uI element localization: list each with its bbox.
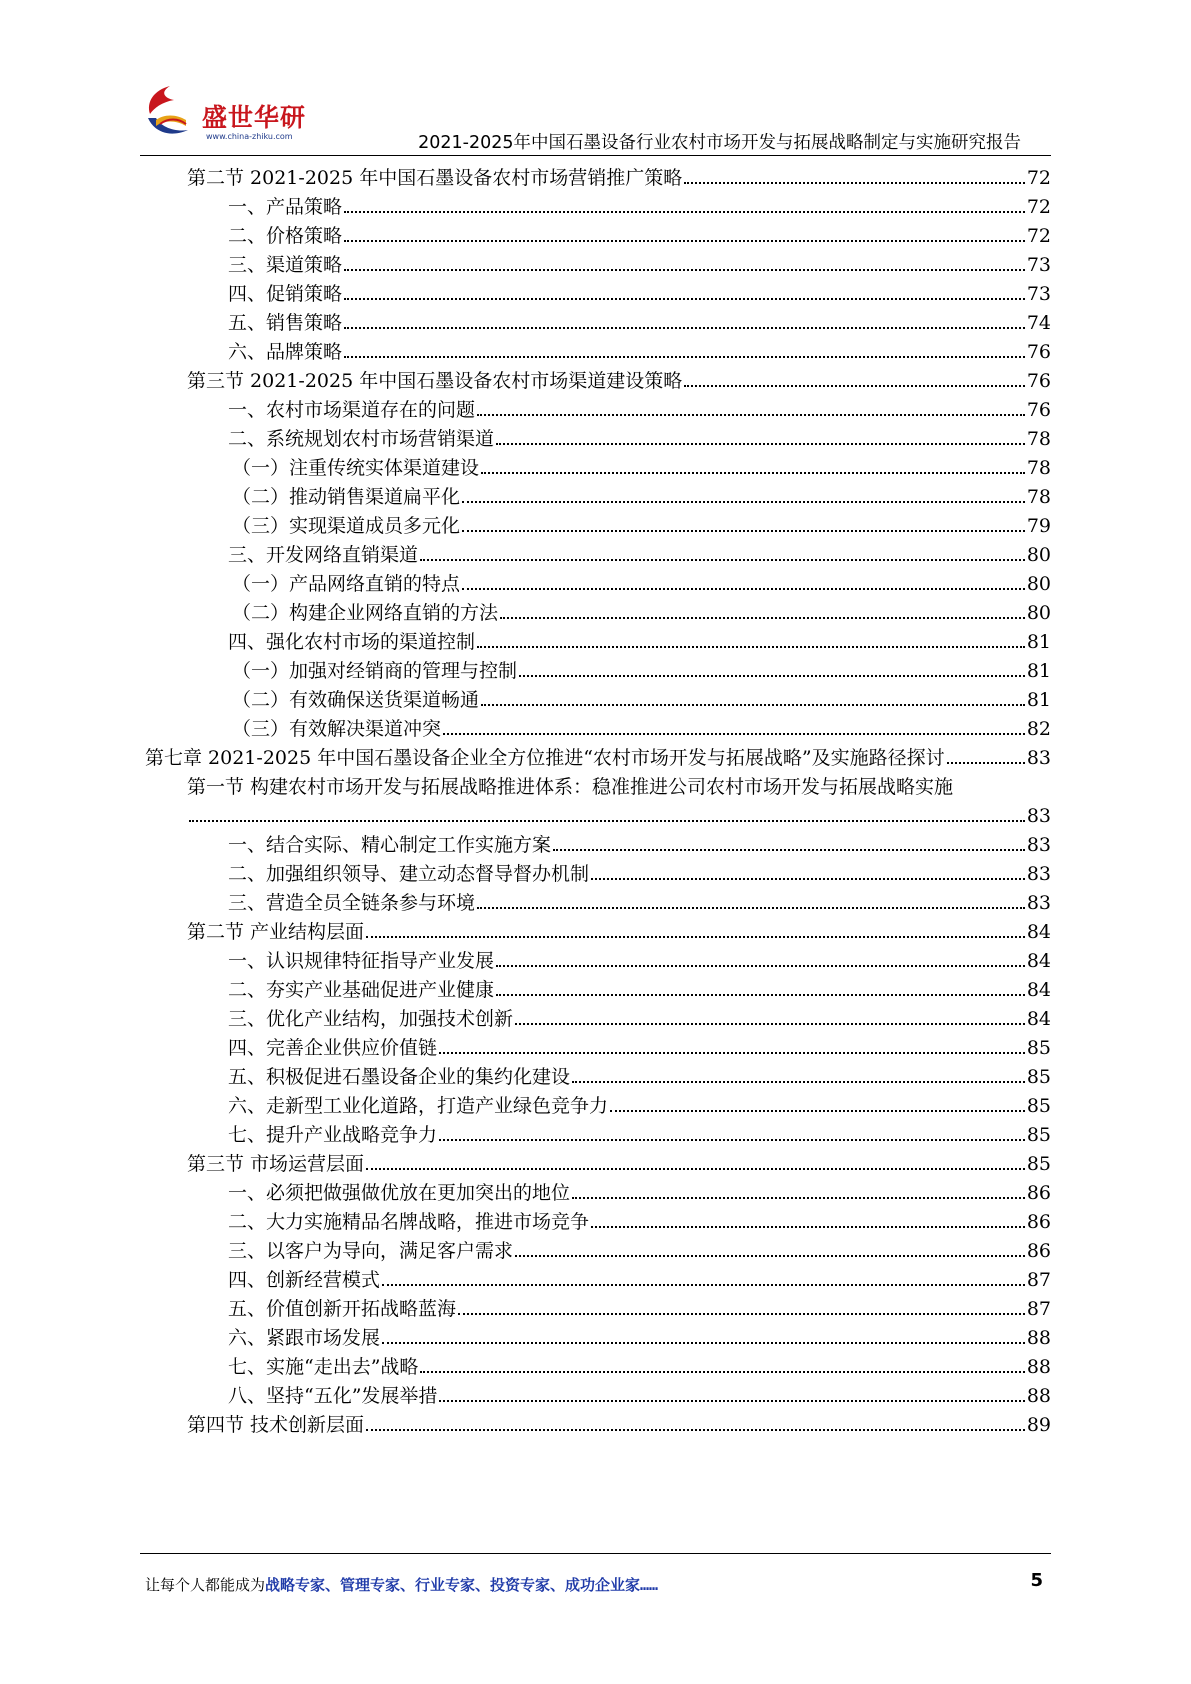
toc-page-number: 78 — [1026, 457, 1051, 479]
toc-dot-leader — [366, 1429, 1025, 1431]
toc-entry-title: 八、坚持“五化”发展举措 — [228, 1385, 438, 1407]
toc-dot-leader — [572, 1197, 1025, 1199]
toc-entry[interactable] — [228, 972, 1051, 1002]
toc-entry-title: 第一节 构建农村市场开发与拓展战略推进体系：稳准推进公司农村市场开发与拓展战略实施 — [187, 776, 954, 798]
toc-dot-leader — [439, 1052, 1025, 1054]
toc-page-number: 84 — [1026, 979, 1051, 1001]
toc-entry-title: 第四节 技术创新层面 — [187, 1414, 365, 1436]
toc-entry[interactable] — [232, 711, 1051, 741]
toc-entry[interactable] — [187, 1146, 1051, 1176]
toc-page-number: 80 — [1026, 602, 1051, 624]
toc-dot-leader — [443, 733, 1025, 735]
toc-dot-leader — [515, 1023, 1025, 1025]
toc-page-number: 85 — [1026, 1153, 1051, 1175]
toc-entry-title: （二）推动销售渠道扁平化 — [232, 486, 461, 508]
toc-dot-leader — [420, 1371, 1024, 1373]
toc-dot-leader — [553, 849, 1025, 851]
toc-entry[interactable] — [232, 595, 1051, 625]
toc-page-number: 86 — [1026, 1240, 1051, 1262]
toc-dot-leader — [572, 1081, 1025, 1083]
toc-page-number: 85 — [1026, 1095, 1051, 1117]
toc-dot-leader — [684, 385, 1025, 387]
toc-entry[interactable] — [228, 334, 1051, 364]
toc-dot-leader — [947, 762, 1025, 764]
toc-entry-title: 二、系统规划农村市场营销渠道 — [228, 428, 495, 450]
toc-entry[interactable] — [228, 1088, 1051, 1118]
toc-page-number: 88 — [1026, 1327, 1051, 1349]
toc-page-number: 81 — [1026, 631, 1051, 653]
toc-page-number: 84 — [1026, 921, 1051, 943]
toc-entry[interactable] — [228, 392, 1051, 422]
toc-entry-title: 四、强化农村市场的渠道控制 — [228, 631, 476, 653]
company-logo — [140, 80, 340, 150]
toc-page-number: 84 — [1026, 1008, 1051, 1030]
logo-url: www.china-zhiku.com — [206, 132, 293, 141]
toc-dot-leader — [189, 820, 1025, 822]
toc-entry[interactable] — [228, 1175, 1051, 1205]
toc-entry-title: 三、渠道策略 — [228, 254, 343, 276]
toc-dot-leader — [591, 1226, 1025, 1228]
logo-emblem-icon — [140, 80, 204, 142]
toc-entry-title: （三）有效解决渠道冲突 — [232, 718, 442, 740]
toc-entry-title: 五、价值创新开拓战略蓝海 — [228, 1298, 457, 1320]
toc-entry[interactable] — [228, 624, 1051, 654]
toc-entry[interactable] — [187, 160, 1051, 190]
toc-dot-leader — [477, 907, 1025, 909]
toc-page-number: 76 — [1026, 399, 1051, 421]
toc-dot-leader — [366, 936, 1025, 938]
toc-page-number: 83 — [1026, 863, 1051, 885]
toc-entry-title: 一、结合实际、精心制定工作实施方案 — [228, 834, 552, 856]
toc-entry[interactable] — [228, 276, 1051, 306]
toc-entry-title: （一）注重传统实体渠道建设 — [232, 457, 480, 479]
toc-dot-leader — [344, 211, 1025, 213]
toc-entry[interactable] — [232, 566, 1051, 596]
toc-entry[interactable] — [228, 1001, 1051, 1031]
toc-entry[interactable] — [228, 1378, 1051, 1408]
toc-dot-leader — [519, 675, 1025, 677]
toc-entry[interactable] — [228, 1320, 1051, 1350]
toc-entry[interactable] — [232, 508, 1051, 538]
toc-entry[interactable] — [228, 305, 1051, 335]
toc-entry-title: 三、以客户为导向，满足客户需求 — [228, 1240, 514, 1262]
toc-page-number: 85 — [1026, 1124, 1051, 1146]
toc-entry-title: （一）加强对经销商的管理与控制 — [232, 660, 518, 682]
toc-dot-leader — [382, 1284, 1025, 1286]
toc-entry[interactable] — [228, 218, 1051, 248]
toc-page-number: 80 — [1026, 573, 1051, 595]
toc-dot-leader — [344, 327, 1025, 329]
toc-page-number: 72 — [1026, 167, 1051, 189]
toc-entry-title: 五、销售策略 — [228, 312, 343, 334]
toc-entry[interactable] — [228, 1204, 1051, 1234]
toc-entry-title: 一、农村市场渠道存在的问题 — [228, 399, 476, 421]
toc-dot-leader — [496, 994, 1025, 996]
toc-dot-leader — [439, 1400, 1024, 1402]
toc-dot-leader — [515, 1255, 1025, 1257]
toc-entry-title: 三、营造全员全链条参与环境 — [228, 892, 476, 914]
toc-entry-title: 五、积极促进石墨设备企业的集约化建设 — [228, 1066, 571, 1088]
toc-entry[interactable] — [187, 798, 1051, 828]
toc-page-number: 87 — [1026, 1269, 1051, 1291]
toc-entry-title: 七、提升产业战略竞争力 — [228, 1124, 438, 1146]
toc-page-number: 85 — [1026, 1066, 1051, 1088]
toc-entry-title: （二）有效确保送货渠道畅通 — [232, 689, 480, 711]
toc-dot-leader — [591, 878, 1025, 880]
toc-page-number: 74 — [1026, 312, 1051, 334]
toc-page-number: 73 — [1026, 254, 1051, 276]
toc-entry-title: 二、价格策略 — [228, 225, 343, 247]
toc-dot-leader — [462, 588, 1025, 590]
toc-entry[interactable] — [228, 856, 1051, 886]
toc-entry[interactable] — [228, 1233, 1051, 1263]
toc-entry-title: 第二节 2021-2025 年中国石墨设备农村市场营销推广策略 — [187, 167, 683, 189]
toc-entry-title: 二、夯实产业基础促进产业健康 — [228, 979, 495, 1001]
toc-entry[interactable] — [187, 769, 1051, 799]
toc-page-number: 83 — [1026, 892, 1051, 914]
toc-page-number: 89 — [1026, 1414, 1051, 1436]
toc-entry[interactable] — [187, 1407, 1051, 1437]
toc-page-number: 76 — [1026, 370, 1051, 392]
toc-dot-leader — [382, 1342, 1025, 1344]
toc-page-number: 79 — [1026, 515, 1051, 537]
toc-entry[interactable] — [187, 914, 1051, 944]
toc-entry[interactable] — [228, 421, 1051, 451]
toc-dot-leader — [496, 443, 1025, 445]
toc-page-number: 85 — [1026, 1037, 1051, 1059]
toc-dot-leader — [462, 530, 1025, 532]
toc-entry-title: 一、产品策略 — [228, 196, 343, 218]
toc-dot-leader — [477, 414, 1025, 416]
toc-page-number: 83 — [1026, 747, 1051, 769]
toc-entry[interactable] — [228, 1059, 1051, 1089]
toc-dot-leader — [481, 704, 1025, 706]
toc-entry-title: 第七章 2021-2025 年中国石墨设备企业全方位推进“农村市场开发与拓展战略”及实施路径探讨 — [145, 747, 945, 769]
toc-entry[interactable] — [228, 189, 1051, 219]
report-title: 2021-2025年中国石墨设备行业农村市场开发与拓展战略制定与实施研究报告 — [418, 133, 1021, 153]
toc-dot-leader — [420, 559, 1025, 561]
toc-page-number: 72 — [1026, 225, 1051, 247]
footer-slogan — [145, 1574, 658, 1595]
toc-page-number: 78 — [1026, 428, 1051, 450]
toc-entry-title: 二、加强组织领导、建立动态督导督办机制 — [228, 863, 590, 885]
toc-dot-leader — [366, 1168, 1025, 1170]
toc-entry[interactable] — [232, 653, 1051, 683]
toc-entry-title: 四、创新经营模式 — [228, 1269, 381, 1291]
toc-entry-title: 七、实施“走出去”战略 — [228, 1356, 419, 1378]
toc-page-number: 83 — [1026, 805, 1051, 827]
toc-entry[interactable] — [228, 1117, 1051, 1147]
toc-dot-leader — [684, 182, 1025, 184]
toc-entry-title: 第三节 市场运营层面 — [187, 1153, 365, 1175]
toc-page-number: 88 — [1026, 1356, 1051, 1378]
toc-entry-title: 四、促销策略 — [228, 283, 343, 305]
toc-dot-leader — [458, 1313, 1025, 1315]
toc-page-number: 87 — [1026, 1298, 1051, 1320]
toc-entry[interactable] — [228, 537, 1051, 567]
toc-dot-leader — [344, 356, 1025, 358]
toc-dot-leader — [344, 298, 1025, 300]
toc-entry[interactable] — [228, 1349, 1051, 1379]
slogan-lead: 让每个人都能成为 — [145, 1576, 266, 1594]
toc-page-number: 88 — [1026, 1385, 1051, 1407]
toc-entry-title: 第二节 产业结构层面 — [187, 921, 365, 943]
toc-entry[interactable] — [232, 682, 1051, 712]
toc-entry-title: （三）实现渠道成员多元化 — [232, 515, 461, 537]
header-divider — [140, 155, 1051, 156]
toc-entry[interactable] — [228, 1291, 1051, 1321]
toc-entry[interactable] — [228, 943, 1051, 973]
page-number: 5 — [1030, 1570, 1043, 1591]
toc-entry[interactable] — [228, 247, 1051, 277]
toc-page-number: 81 — [1026, 689, 1051, 711]
toc-page-number: 82 — [1026, 718, 1051, 740]
toc-dot-leader — [481, 472, 1025, 474]
toc-entry[interactable] — [228, 827, 1051, 857]
toc-page-number: 78 — [1026, 486, 1051, 508]
toc-page-number: 72 — [1026, 196, 1051, 218]
toc-entry[interactable] — [232, 450, 1051, 480]
toc-dot-leader — [610, 1110, 1025, 1112]
toc-entry-title: 六、走新型工业化道路，打造产业绿色竞争力 — [228, 1095, 609, 1117]
toc-entry-title: 三、开发网络直销渠道 — [228, 544, 419, 566]
toc-dot-leader — [439, 1139, 1025, 1141]
toc-page-number: 83 — [1026, 834, 1051, 856]
toc-entry-title: 一、必须把做强做优放在更加突出的地位 — [228, 1182, 571, 1204]
toc-entry[interactable] — [145, 740, 1051, 770]
toc-entry-title: 四、完善企业供应价值链 — [228, 1037, 438, 1059]
footer-divider — [140, 1553, 1051, 1554]
toc-entry-title: （一）产品网络直销的特点 — [232, 573, 461, 595]
toc-page-number: 76 — [1026, 341, 1051, 363]
logo-name: 盛世华研 — [202, 103, 307, 132]
toc-entry[interactable] — [228, 1262, 1051, 1292]
toc-entry-title: 第三节 2021-2025 年中国石墨设备农村市场渠道建设策略 — [187, 370, 683, 392]
slogan-roles: 战略专家、管理专家、行业专家、投资专家、成功企业家…… — [265, 1576, 659, 1594]
toc-entry-title: 六、品牌策略 — [228, 341, 343, 363]
toc-entry[interactable] — [228, 885, 1051, 915]
toc-entry-title: （二）构建企业网络直销的方法 — [232, 602, 499, 624]
toc-entry-title: 六、紧跟市场发展 — [228, 1327, 381, 1349]
toc-page-number: 84 — [1026, 950, 1051, 972]
toc-dot-leader — [496, 965, 1025, 967]
toc-dot-leader — [344, 240, 1025, 242]
toc-dot-leader — [500, 617, 1025, 619]
toc-dot-leader — [477, 646, 1025, 648]
toc-page-number: 86 — [1026, 1211, 1051, 1233]
toc-entry-title: 三、优化产业结构，加强技术创新 — [228, 1008, 514, 1030]
toc-entry[interactable] — [187, 363, 1051, 393]
toc-dot-leader — [462, 501, 1025, 503]
toc-page-number: 86 — [1026, 1182, 1051, 1204]
toc-page-number: 81 — [1026, 660, 1051, 682]
toc-entry-title: 二、大力实施精品名牌战略，推进市场竞争 — [228, 1211, 590, 1233]
toc-entry-title: 一、认识规律特征指导产业发展 — [228, 950, 495, 972]
toc-page-number: 80 — [1026, 544, 1051, 566]
toc-entry[interactable] — [228, 1030, 1051, 1060]
toc-entry[interactable] — [232, 479, 1051, 509]
toc-page-number: 73 — [1026, 283, 1051, 305]
toc-dot-leader — [344, 269, 1025, 271]
